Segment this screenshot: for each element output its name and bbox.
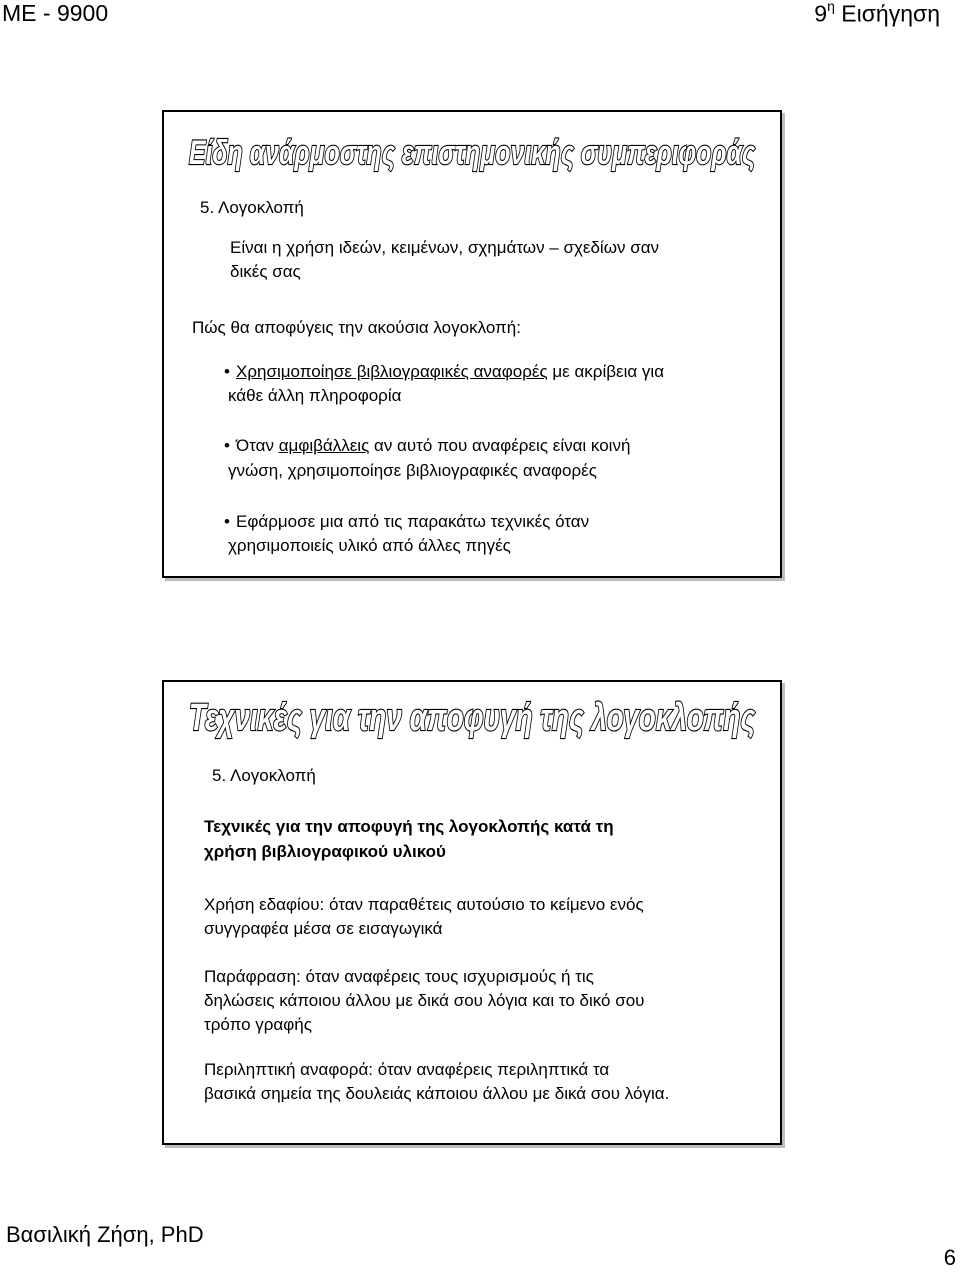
technique-1-line-2: συγγραφέα μέσα σε εισαγωγικά: [204, 919, 443, 938]
slide-2-title-text: Τεχνικές για την αποφυγή της λογοκλοπής: [188, 696, 756, 740]
subhead-line-1: Τεχνικές για την αποφυγή της λογοκλοπής κατά τη: [204, 817, 614, 836]
technique-1-term: Χρήση εδαφίου:: [204, 895, 325, 914]
technique-3-term: Περιληπτική αναφορά:: [204, 1060, 374, 1079]
subhead-line-2: χρήση βιβλιογραφικού υλικού: [204, 842, 446, 861]
course-code: ΜΕ - 9900: [2, 0, 109, 26]
bullet-1: •: [224, 362, 230, 381]
bullet-1-underlined: Χρησιμοποίησε βιβλιογραφικές αναφορές: [236, 362, 548, 381]
technique-2-rest: όταν αναφέρεις τους ισχυρισμούς ή τις: [300, 967, 594, 986]
technique-3-rest: όταν αναφέρεις περιληπτικά τα: [373, 1060, 610, 1079]
page-number: 6: [943, 1245, 956, 1270]
bullet-2-underlined: αμφιβάλλεις: [278, 436, 370, 455]
technique-2-line-2: δηλώσεις κάποιου άλλου με δικά σου λόγια και το δικό σου: [204, 991, 645, 1010]
slide-2-title: [164, 686, 780, 748]
lecture-label: [814, 0, 940, 28]
bullet-2-line-1: [236, 434, 630, 457]
technique-2-term: Παράφραση:: [204, 967, 301, 986]
technique-2-line-3: τρόπο γραφής: [204, 1015, 312, 1034]
bullet-1-line-2: κάθε άλλη πληροφορία: [228, 386, 402, 405]
lecture-superscript: η: [827, 0, 835, 14]
bullet-3: •: [224, 512, 230, 531]
technique-3-line-1: [204, 1058, 609, 1081]
technique-3-line-2: βασικά σημεία της δουλειάς κάποιου άλλου με δικά σου λόγια.: [204, 1084, 670, 1103]
bullet-1-line-1: [236, 360, 664, 383]
bullet-2-line-2: γνώση, χρησιμοποίησε βιβλιογραφικές αναφορές: [228, 461, 597, 480]
slide-1-title-text: Είδη ανάρμοστης επιστημονικής συμπεριφοράς: [188, 133, 756, 173]
definition-line-1: Είναι η χρήση ιδεών, κειμένων, σχημάτων – σχεδίων σαν: [230, 238, 660, 257]
bullet-1-rest: με ακρίβεια για: [547, 362, 665, 381]
bullet-3-line-1: Εφάρμοσε μια από τις παρακάτω τεχνικές όταν: [236, 512, 590, 531]
slide-1-title: [164, 120, 780, 182]
bullet-2: •: [224, 436, 230, 455]
bullet-2-rest: αν αυτό που αναφέρεις είναι κοινή: [369, 436, 631, 455]
slide-2-section: 5. Λογοκλοπή: [212, 766, 316, 785]
slide-1: [162, 110, 782, 578]
slide-1-section: 5. Λογοκλοπή: [200, 198, 304, 217]
bullet-3-line-2: χρησιμοποιείς υλικό από άλλες πηγές: [228, 536, 511, 555]
technique-1-rest: όταν παραθέτεις αυτούσιο το κείμενο ενός: [324, 895, 644, 914]
slide-2: [162, 680, 782, 1145]
lecture-number: 9: [814, 0, 828, 27]
lecture-word: Εισήγηση: [841, 0, 940, 27]
author-name: Βασιλική Ζήση, PhD: [6, 1222, 204, 1247]
definition-line-2: δικές σας: [230, 262, 301, 281]
question-heading: Πώς θα αποφύγεις την ακούσια λογοκλοπή:: [192, 318, 521, 337]
technique-1-line-1: [204, 893, 644, 916]
technique-2-line-1: [204, 965, 594, 988]
bullet-2-pre: Όταν: [236, 436, 279, 455]
